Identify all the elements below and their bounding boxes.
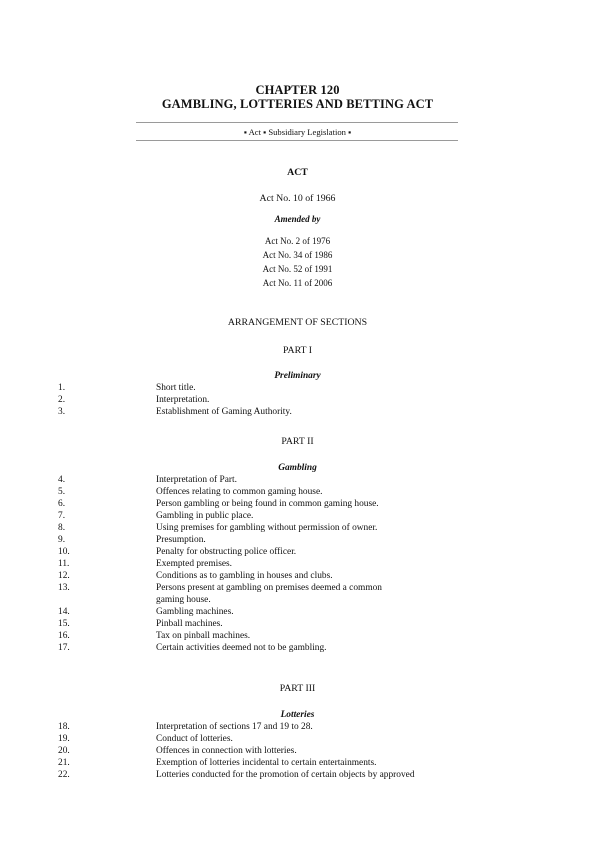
top-divider [136,122,458,123]
part-heading: PART I [282,345,313,356]
document-page: CHAPTER 120 GAMBLING, LOTTERIES AND BETTING ACT ▪ Act ▪ Subsidiary Legislation ▪ ACT Act No. 10 of 1966 Amended by Act No. 2 of 1976 Act No. 34 of 1986 Act No. 52 of 1991 Act No. 11 of 2006 ARRANGEMENT OF SECTIONS PART I Preliminary 1. Short title. 2. Interpretation. 3. Establishment of Gaming Authority. PART II Gambling 4. Interpretation of Part. 5. Offences relating to common gaming house. 6. Person gambling or being found in common gaming house. 7. Gambling in public place. 8. Using premises for gambling without permission of owner. 9. Presumption. 10. Penalty for obstructing police officer. 11. Exempted premises. 12. Conditions as to gambling in houses and clubs. 13. Persons present at gambling on premises deemed a common gaming house. 14. Gambling machines. 15. Pinball machines. 16. Tax on pinball machines. 17. Certain activities deemed not to be gambling. PART III Lotteries 18. Interpretation of sections 17 and 19 to 28. 19. Conduct of lotteries. 20. Offences in connection with lotteries. 21. Exemption of lotteries incidental to certain entertainments. 22. Lotteries conducted for the promotion of certain objects by approved [0,0,595,842]
amendment-item: Act No. 34 of 1986 [262,250,333,260]
arrangement-heading: ARRANGEMENT OF SECTIONS [227,317,368,328]
bullet-icon: ▪ [348,127,352,137]
amended-by-label: Amended by [274,214,321,224]
document-links [0,127,595,137]
part-subtitle: Lotteries [280,710,315,720]
amendment-item: Act No. 52 of 1991 [262,264,333,274]
amendment-item: Act No. 2 of 1976 [264,236,331,246]
amendment-item: Act No. 11 of 2006 [262,278,333,288]
act-number: Act No. 10 of 1966 [259,193,336,204]
act-link[interactable]: Act [248,127,261,137]
part-heading: PART II [281,436,314,447]
bullet-icon: ▪ [263,127,267,137]
subsidiary-legislation-link[interactable]: Subsidiary Legislation [268,127,346,137]
act-heading: ACT [287,167,308,178]
chapter-number: CHAPTER 120 [255,83,340,97]
part-subtitle: Gambling [278,463,317,473]
act-title: GAMBLING, LOTTERIES AND BETTING ACT [161,97,434,111]
bottom-divider [136,140,458,141]
part-subtitle: Preliminary [274,371,321,381]
bullet-icon: ▪ [243,127,247,137]
part-heading: PART III [279,683,316,694]
